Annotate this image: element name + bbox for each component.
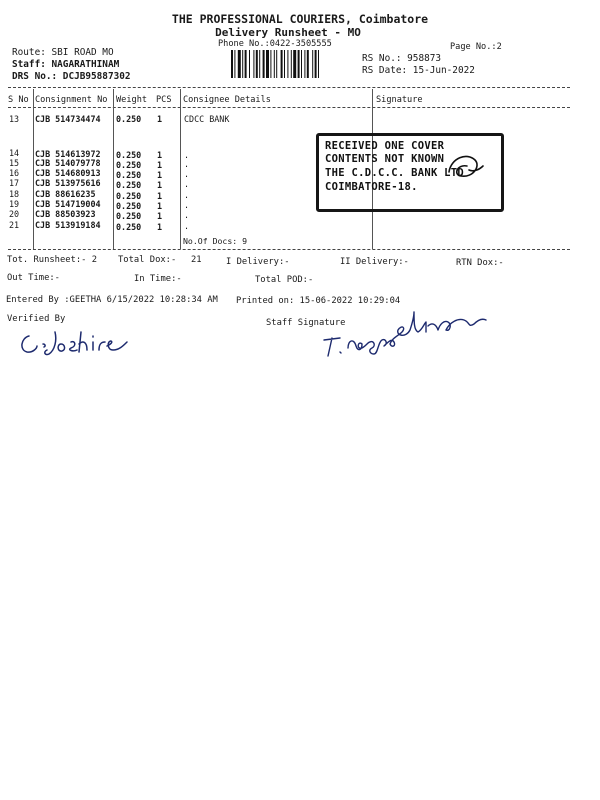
col-header-details: Consignee Details	[183, 95, 271, 105]
stamp-line: RECEIVED ONE COVER	[325, 140, 445, 152]
barcode-bar	[234, 50, 235, 78]
total-dox-label: Total Dox:-	[118, 255, 177, 265]
total-runsheet: Tot. Runsheet:- 2	[7, 255, 98, 265]
barcode-bar	[276, 50, 277, 78]
row-consignment: CJB 514734474	[35, 114, 101, 124]
row-pcs: 1	[157, 211, 163, 221]
out-time: Out Time:-	[7, 273, 60, 283]
col-divider	[33, 89, 34, 249]
row-weight: 0.250	[116, 211, 142, 221]
row-details: .	[184, 190, 190, 200]
ii-delivery: II Delivery:-	[340, 257, 409, 267]
rtn-dox: RTN Dox:-	[456, 258, 504, 268]
row-consignment: CJB 514680913	[35, 168, 101, 178]
col-header-consignment: Consignment No	[35, 95, 108, 105]
no-of-docs: No.Of Docs: 9	[183, 236, 248, 246]
row-details: CDCC BANK	[184, 114, 230, 124]
total-dox-value: 21	[191, 255, 202, 265]
row-details: .	[184, 221, 190, 231]
row-weight: 0.250	[116, 170, 142, 180]
row-consignment: CJB 88503923	[35, 209, 96, 219]
barcode-bar	[274, 50, 275, 78]
row-details: .	[184, 169, 190, 179]
page-number: Page No.:2	[450, 42, 502, 52]
barcode-bar	[318, 50, 319, 78]
row-details: .	[184, 200, 190, 210]
row-sno: 19	[9, 199, 20, 209]
barcode-bar	[312, 50, 313, 78]
barcode-bar	[256, 50, 258, 78]
printed-on: Printed on: 15-06-2022 10:29:04	[236, 296, 401, 306]
company-name: THE PROFESSIONAL COURIERS, Coimbatore	[171, 12, 429, 26]
stamp-initials-scribble	[443, 148, 487, 186]
barcode-bar	[245, 50, 247, 78]
col-header-sno: S No	[8, 95, 29, 105]
barcode-bar	[259, 50, 260, 78]
stamp-line: COIMBATORE-18.	[325, 181, 418, 193]
header-bottom-rule	[8, 107, 570, 108]
barcode-bar	[253, 50, 254, 78]
row-consignment: CJB 514719004	[35, 199, 101, 209]
barcode-bar	[231, 50, 233, 78]
barcode-bar	[287, 50, 288, 78]
table-bottom-rule	[8, 249, 570, 250]
col-header-pcs: PCS	[156, 95, 172, 105]
rs-number: RS No.: 958873	[362, 53, 442, 64]
row-consignment: CJB 513975616	[35, 178, 101, 188]
staff-signature	[318, 302, 490, 362]
barcode-bar	[298, 50, 300, 78]
row-pcs: 1	[157, 180, 163, 190]
row-weight: 0.250	[116, 150, 142, 160]
row-details: .	[184, 179, 190, 189]
entered-by: Entered By :GEETHA 6/15/2022 10:28:34 AM	[6, 295, 218, 305]
row-weight: 0.250	[116, 191, 142, 201]
col-header-weight: Weight	[116, 95, 148, 105]
row-pcs: 1	[157, 114, 163, 124]
row-sno: 20	[9, 209, 20, 219]
row-pcs: 1	[157, 170, 163, 180]
row-pcs: 1	[157, 150, 163, 160]
col-divider	[180, 89, 181, 249]
row-weight: 0.250	[116, 222, 142, 232]
row-details: .	[184, 159, 190, 169]
row-consignment: CJB 88616235	[35, 189, 96, 199]
row-sno: 21	[9, 220, 20, 230]
in-time: In Time:-	[134, 274, 182, 284]
row-sno: 15	[9, 158, 20, 168]
staff-signature-label: Staff Signature	[266, 318, 346, 328]
staff-name: Staff: NAGARATHINAM	[12, 59, 120, 70]
barcode-bar	[249, 50, 250, 78]
row-pcs: 1	[157, 160, 163, 170]
row-sno: 18	[9, 189, 20, 199]
row-consignment: CJB 513919184	[35, 220, 101, 230]
barcode-bar	[281, 50, 283, 78]
runsheet-title: Delivery Runsheet - MO	[215, 26, 361, 39]
received-stamp	[316, 133, 504, 212]
row-sno: 16	[9, 168, 20, 178]
row-weight: 0.250	[116, 201, 142, 211]
barcode-bar	[304, 50, 305, 78]
row-sno: 14	[9, 148, 20, 158]
barcode-bar	[284, 50, 285, 78]
barcode-bar	[293, 50, 296, 78]
barcode-bar	[263, 50, 265, 78]
row-pcs: 1	[157, 191, 163, 201]
phone-number: Phone No.:0422-3505555	[218, 39, 332, 49]
barcode-bar	[242, 50, 243, 78]
verified-by: Verified By	[7, 314, 66, 324]
i-delivery: I Delivery:-	[226, 257, 290, 267]
route: Route: SBI ROAD MO	[12, 47, 114, 58]
barcode-bar	[307, 50, 309, 78]
table-top-rule	[8, 87, 570, 88]
barcode-bar	[238, 50, 241, 78]
barcode-bar	[301, 50, 302, 78]
row-details: .	[184, 210, 190, 220]
barcode-bar	[270, 50, 271, 78]
row-weight: 0.250	[116, 114, 142, 124]
rs-date: RS Date: 15-Jun-2022	[362, 65, 475, 76]
row-pcs: 1	[157, 222, 163, 232]
row-sno: 13	[9, 114, 20, 124]
stamp-line: CONTENTS NOT KNOWN	[325, 153, 445, 165]
stamp-line: THE C.D.C.C. BANK LTD	[325, 167, 465, 179]
col-header-signature: Signature	[376, 95, 423, 105]
row-sno: 17	[9, 178, 20, 188]
row-details: .	[184, 150, 190, 160]
total-pod: Total POD:-	[255, 275, 314, 285]
row-pcs: 1	[157, 201, 163, 211]
row-weight: 0.250	[116, 180, 142, 190]
drs-number: DRS No.: DCJB95887302	[12, 71, 131, 82]
barcode	[231, 50, 354, 78]
row-consignment: CJB 514613972	[35, 149, 101, 159]
barcode-bar	[291, 50, 292, 78]
row-weight: 0.250	[116, 160, 142, 170]
row-consignment: CJB 514079778	[35, 158, 101, 168]
col-divider	[113, 89, 114, 249]
verifier-signature	[15, 322, 135, 362]
barcode-bar	[266, 50, 269, 78]
barcode-bar	[315, 50, 317, 78]
